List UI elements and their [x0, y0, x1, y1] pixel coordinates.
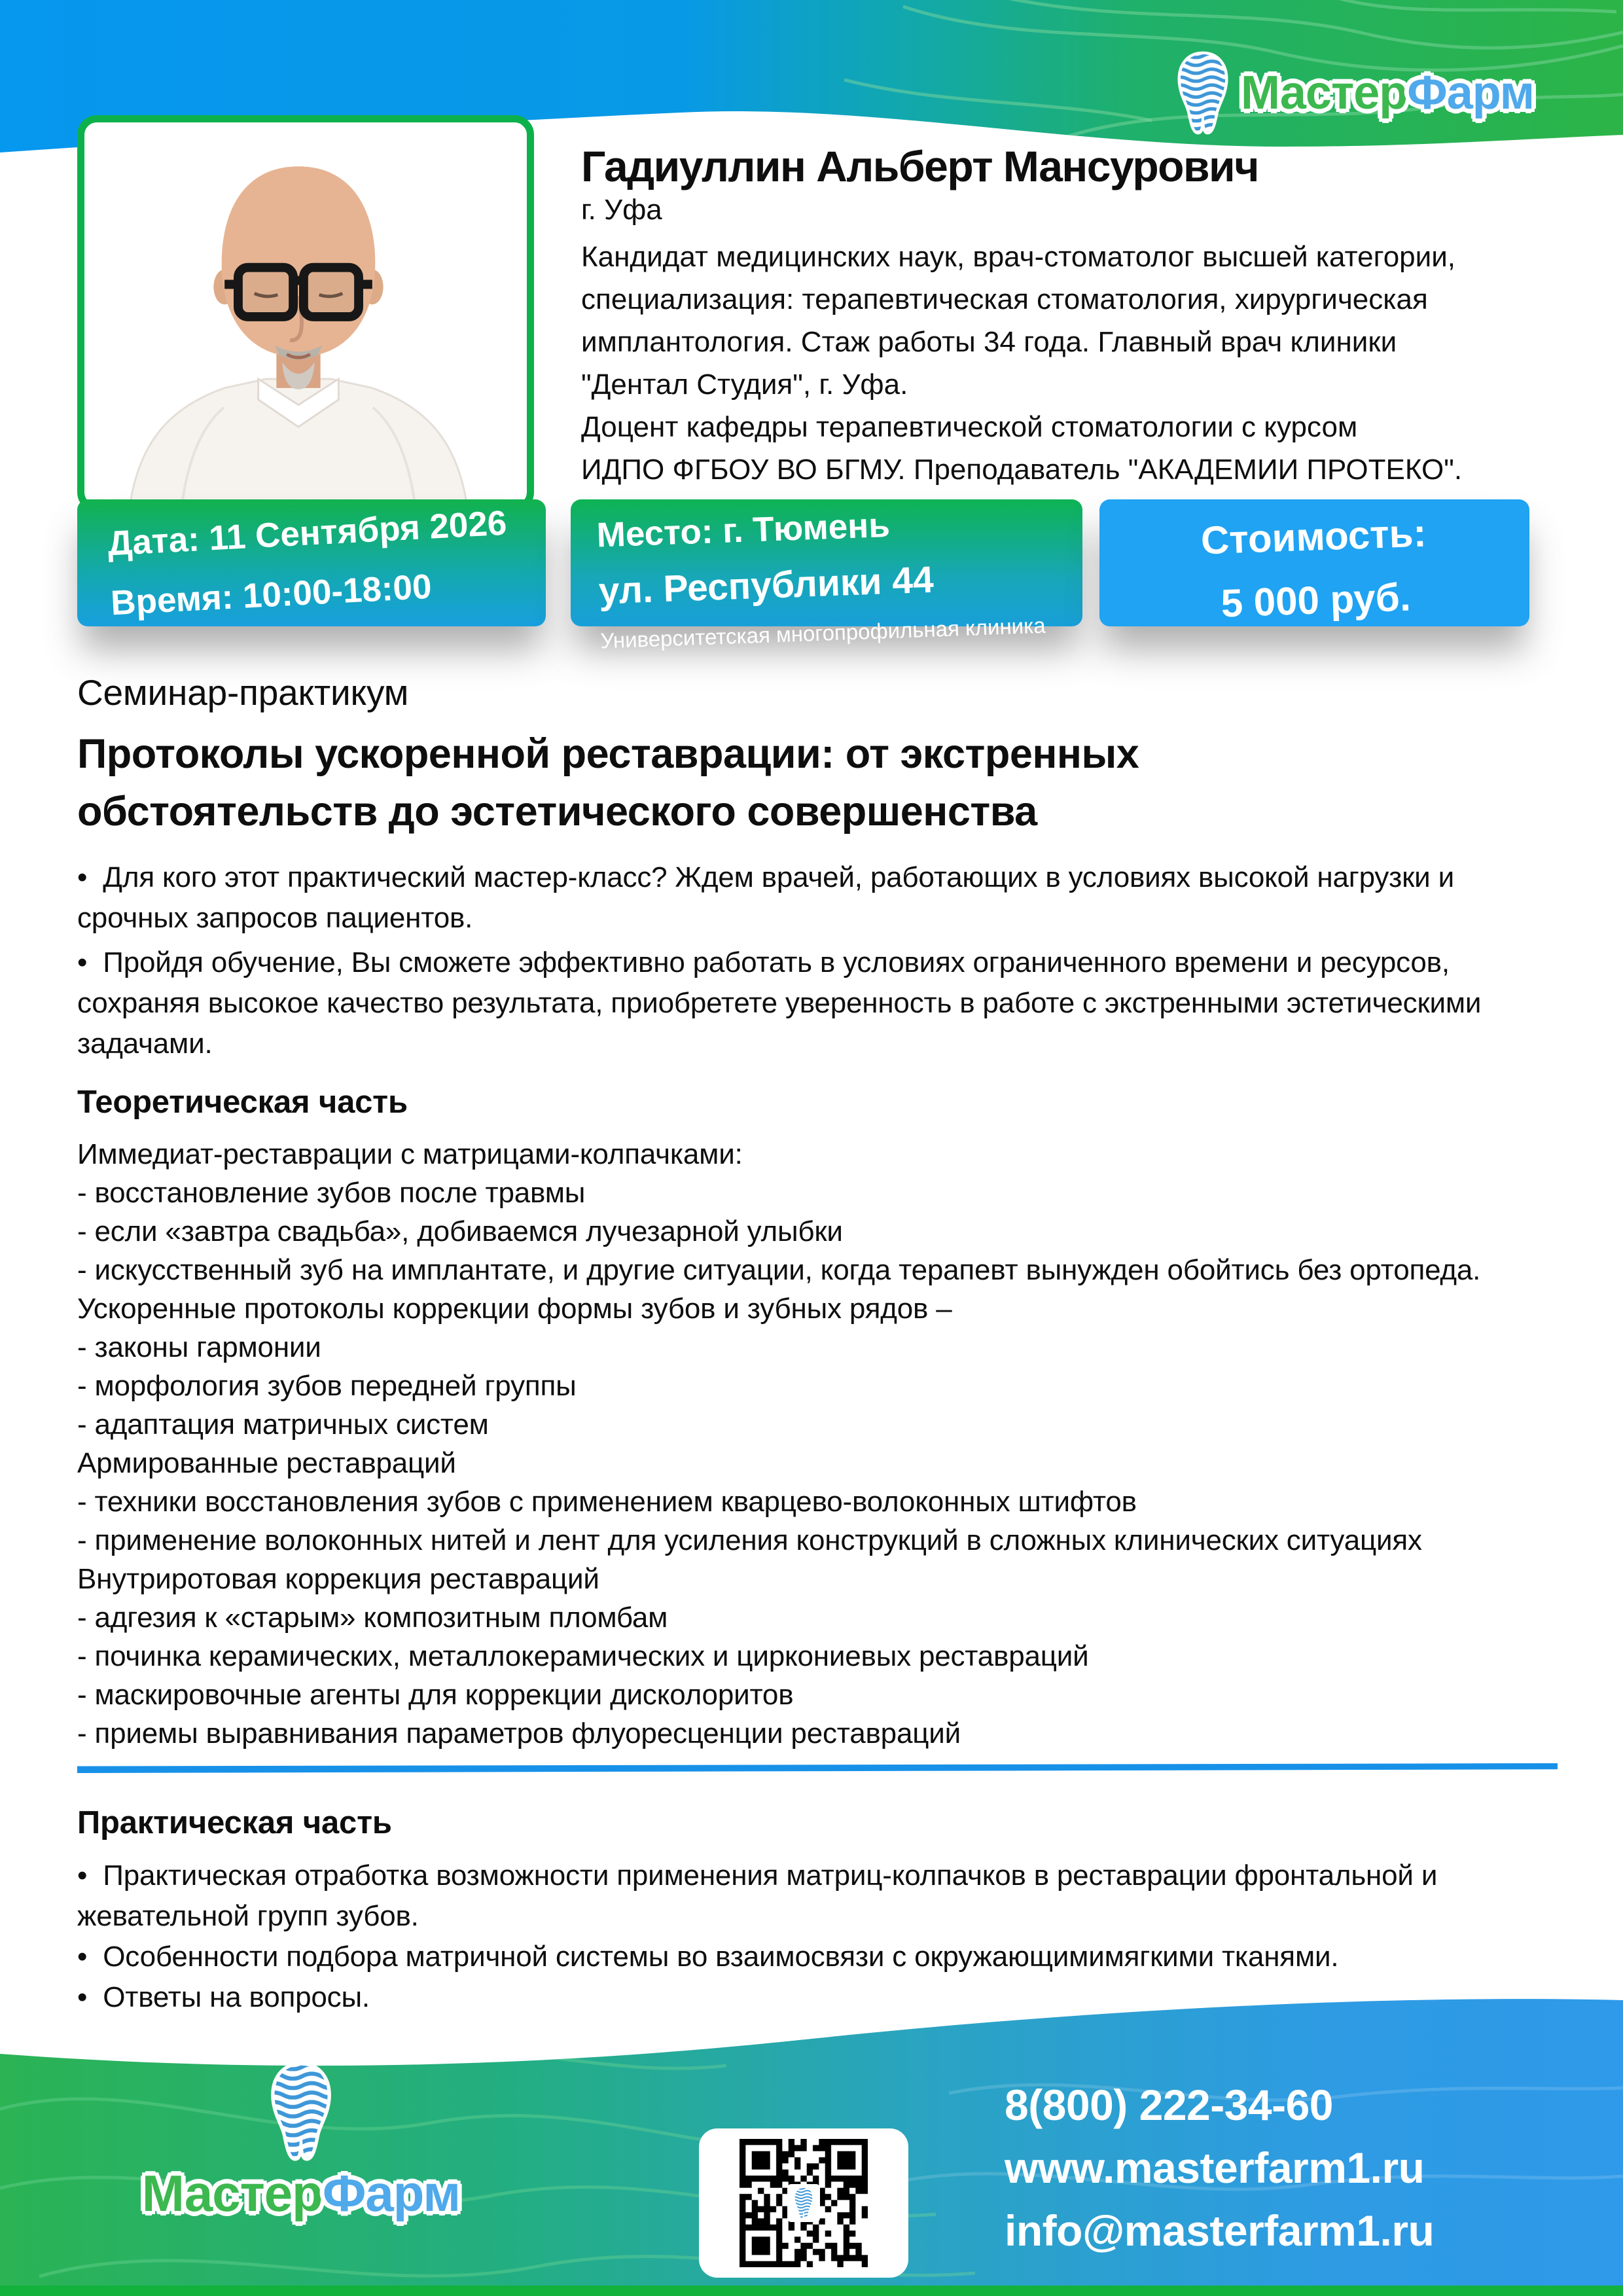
bio-line: "Дентал Студия", г. Уфа.	[581, 368, 908, 401]
bio-line: имплантология. Стаж работы 34 года. Главный врач клиники	[581, 326, 1397, 358]
theory-line: Армированные реставраций	[77, 1447, 456, 1479]
website-link[interactable]: www.masterfarm1.ru	[1005, 2144, 1425, 2192]
tooth-icon	[260, 2062, 342, 2161]
bio-line: Доцент кафедры терапевтической стоматологии с курсом	[581, 411, 1358, 443]
theory-line: Ускоренные протоколы коррекции формы зубов и зубных рядов –	[77, 1293, 952, 1325]
speaker-name: Гадиуллин Альберт Мансурович	[581, 142, 1258, 190]
theory-heading: Теоретическая часть	[77, 1085, 408, 1120]
brand-name-part1: Мастер	[1241, 67, 1408, 119]
brand-name-part2: Фарм	[322, 2164, 461, 2222]
theory-line: - применение волоконных нитей и лент для усиления конструкций в сложных клинических ситуациях	[77, 1524, 1422, 1556]
place-venue: Университетская многопрофильная клиника	[599, 613, 1046, 653]
seminar-title-line: Протоколы ускоренной реставрации: от экстренных	[77, 731, 1139, 777]
practice-bullet: • Ответы на вопросы.	[77, 1977, 1558, 2018]
place-city: Место: г. Тюмень	[596, 505, 891, 555]
brand-name-part1: Мастер	[141, 2164, 323, 2222]
theory-line: - адаптация матричных систем	[77, 1408, 489, 1441]
theory-line: Внутриротовая коррекция реставраций	[77, 1563, 599, 1595]
theory-line: - если «завтра свадьба», добиваемся лучезарной улыбки	[77, 1215, 843, 1247]
section-divider	[77, 1763, 1558, 1773]
seminar-title-line: обстоятельств до эстетического совершенства	[77, 789, 1037, 834]
time-label: Время: 10:00-18:00	[109, 567, 433, 623]
tooth-icon	[793, 2187, 815, 2219]
place-card	[571, 499, 1082, 653]
footer-bottom-strip	[0, 2286, 1623, 2296]
theory-line: - маскировочные агенты для коррекции дисколоритов	[77, 1679, 794, 1711]
speaker-photo	[77, 115, 534, 512]
seminar-body	[77, 672, 1558, 2018]
theory-line: - починка керамических, металлокерамических и циркониевых реставраций	[77, 1640, 1089, 1672]
intro-bullet: • Для кого этот практический мастер-класс? Ждем врачей, работающих в условиях высокой нагрузки и срочных запросов пациентов.	[77, 857, 1558, 939]
date-time-card	[77, 499, 546, 626]
theory-line: Иммедиат-реставрации с матрицами-колпачками:	[77, 1138, 743, 1170]
seminar-kicker: Семинар-практикум	[77, 672, 409, 713]
theory-line: - приемы выравнивания параметров флуоресценции реставраций	[77, 1717, 961, 1749]
theory-line: - искусственный зуб на имплантате, и другие ситуации, когда терапевт вынужден обойтись без ортопеда.	[77, 1254, 1481, 1286]
theory-line: - законы гармонии	[77, 1331, 321, 1363]
brand-name-part2: Фарм	[1407, 67, 1535, 119]
brand-logo-text	[1241, 66, 1534, 120]
qr-code	[699, 2128, 908, 2278]
practice-bullet: • Особенности подбора матричной системы во взаимосвязи с окружающимимягкими тканями.	[77, 1937, 1558, 1977]
theory-line: - восстановление зубов после травмы	[77, 1177, 586, 1209]
speaker-city: г. Уфа	[581, 194, 662, 226]
theory-line: - техники восстановления зубов с применением кварцево-волоконных штифтов	[77, 1486, 1137, 1518]
price-label: Стоимость:	[1200, 511, 1427, 563]
phone-link[interactable]: 8(800) 222-34-60	[1005, 2081, 1334, 2129]
footer-contacts	[1005, 2073, 1434, 2262]
practice-heading: Практическая часть	[77, 1805, 392, 1840]
brand-logo-header	[1175, 51, 1534, 135]
email-link[interactable]: info@masterfarm1.ru	[1005, 2206, 1435, 2255]
bio-line: специализация: терапевтическая стоматология, хирургическая	[581, 283, 1428, 315]
price-value: 5 000 руб.	[1220, 575, 1412, 626]
place-address: ул. Республики 44	[597, 558, 935, 613]
theory-list	[77, 1135, 1558, 1753]
tooth-icon	[1175, 51, 1230, 135]
brand-logo-text	[98, 2164, 504, 2223]
qr-center-logo	[787, 2184, 820, 2222]
brand-logo-footer	[98, 2062, 504, 2223]
bio-line: Кандидат медицинских наук, врач-стоматолог высшей категории,	[581, 241, 1456, 273]
bio-line: ИДПО ФГБОУ ВО БГМУ. Преподаватель "АКАДЕМИИ ПРОТЕКО".	[581, 454, 1463, 486]
price-card	[1099, 499, 1529, 626]
theory-line: - адгезия к «старым» композитным пломбам	[77, 1602, 668, 1634]
intro-bullet: • Пройдя обучение, Вы сможете эффективно работать в условиях ограниченного времени и ресурсов, сохраняя высокое качество результата, приобретете уверенность в работе с экстренными эстетическими задачами.	[77, 942, 1558, 1064]
intro-bullets	[77, 857, 1558, 1064]
speaker-bio	[581, 236, 1563, 491]
practice-bullet: • Практическая отработка возможности применения матриц-колпачков в реставрации фронтальной и жевательной групп зубов.	[77, 1856, 1558, 1937]
speaker-portrait-illustration	[84, 122, 512, 505]
theory-line: - морфология зубов передней группы	[77, 1370, 577, 1402]
date-label: Дата: 11 Сентября 2026	[107, 503, 508, 564]
seminar-title	[77, 725, 1558, 840]
